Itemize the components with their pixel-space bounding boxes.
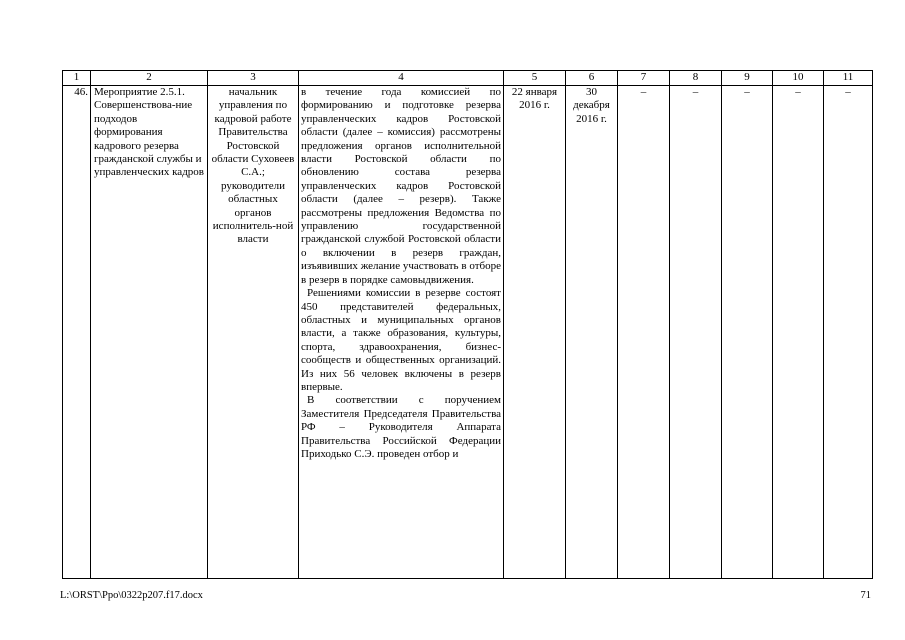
responsible-executor: начальник управления по кадровой работе Правительства Ростовской области Суховеев С.А.; руководители областных органов исполнитель-ной власти [208,86,299,579]
column-number-header: 9 [722,71,773,86]
cell-col10: – [773,86,824,579]
column-number-header: 4 [299,71,504,86]
page-number: 71 [860,590,871,601]
column-number-header: 7 [618,71,670,86]
column-number-header: 1 [63,71,91,86]
row-number: 46. [63,86,91,579]
footer-file-path: L:\ORST\Ppo\0322p207.f17.docx [60,590,203,601]
start-date: 22 января 2016 г. [504,86,566,579]
description-paragraph: в течение года комиссией по формированию и подготовке резерва управленческих кадров Ростовской области (далее – комиссия) рассмотрены предложения органов исполнительной власти Ростовской области по обновлению состава резерва управленческих кадров Ростовской области (далее – резерв). Также рассмотрены предложения Ведомства по управлению государственной гражданской службой Ростовской области о включении в резерв граждан, изъявивших желание участвовать в отборе в резерв в порядке самовыдвижения. [301,86,501,286]
column-number-header: 11 [824,71,873,86]
description-paragraph: В соответствии с поручением Заместителя Председателя Правительства РФ – Руководителя Аппарата Правительства Российской Федерации Приходько С.Э. проведен отбор и [301,394,501,460]
cell-col7: – [618,86,670,579]
cell-col11: – [824,86,873,579]
cell-col9: – [722,86,773,579]
column-number-header: 3 [208,71,299,86]
column-number-header: 2 [91,71,208,86]
column-number-header: 10 [773,71,824,86]
column-number-row [63,71,873,86]
description-paragraph: Решениями комиссии в резерве состоят 450 представителей федеральных, областных и муниципальных органов власти, а также образования, культуры, спорта, здравоохранения, бизнес-сообществ и общественных организаций. Из них 56 человек включены в резерв впервые. [301,287,501,393]
measure-name: Мероприятие 2.5.1. Совершенствова-ние подходов формирования кадрового резерва гражданской службы и управленческих кадров [91,86,208,579]
table-row [63,86,873,579]
column-number-header: 8 [670,71,722,86]
column-number-header: 5 [504,71,566,86]
execution-description [299,86,504,579]
cell-col8: – [670,86,722,579]
end-date: 30 декабря 2016 г. [566,86,618,579]
column-number-header: 6 [566,71,618,86]
report-table [62,70,873,579]
